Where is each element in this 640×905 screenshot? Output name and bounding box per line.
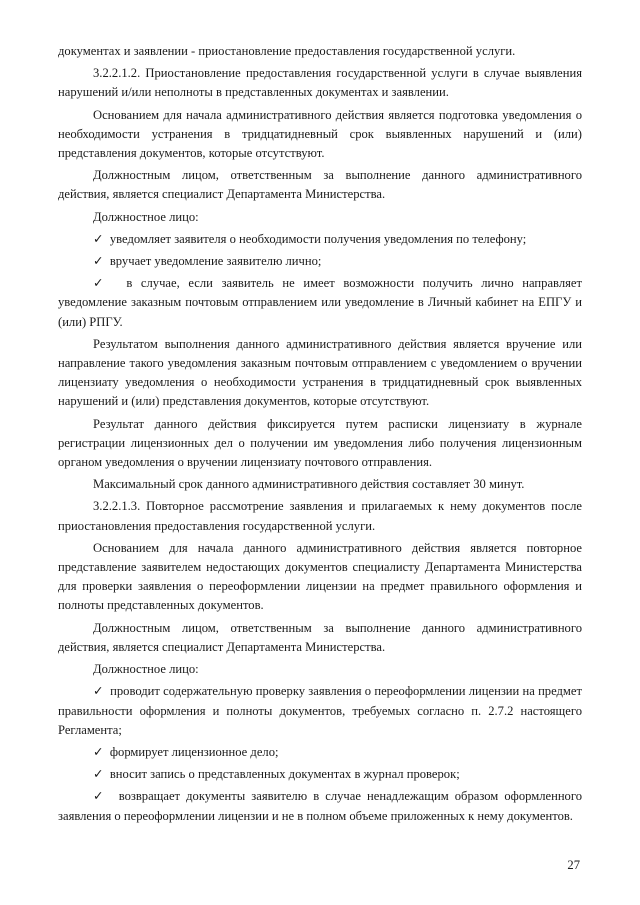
paragraph-result: Результатом выполнения данного административного действия является вручение или направление такого уведомления заказным почтовым отправлением с уведомлением о вручении лицензиату уведомления о необходимости устранения в тридцатидневный срок выявленных нарушений и (или) представления документов, которые отсутствуют. — [58, 336, 582, 409]
paragraph-responsible-official-2: Должностным лицом, ответственным за выполнение данного административного действия, является специалист Департамента Министерства. — [58, 620, 582, 654]
paragraph-official-label: Должностное лицо: — [93, 209, 199, 224]
list-item-return-documents: ✓ возвращает документы заявителю в случае ненадлежащим образом оформленного заявления о переоформлении лицензии и не в полном объеме приложенных к нему документов. — [58, 787, 582, 825]
paragraph-responsible-official: Должностным лицом, ответственным за выполнение данного административного действия, является специалист Департамента Министерства. — [58, 168, 582, 202]
list-item-hand-deliver: ✓ вручает уведомление заявителю лично; — [58, 252, 582, 271]
list-item-form-case: ✓ формирует лицензионное дело; — [58, 743, 582, 762]
paragraph-continuation: документах и заявлении - приостановление предоставления государственной услуги. — [58, 44, 516, 58]
paragraph-max-duration: Максимальный срок данного административного действия составляет 30 минут. — [93, 477, 525, 492]
list-item-send-mail: ✓ в случае, если заявитель не имеет возможности получить лично направляет уведомление заказным почтовым отправлением или уведомление в Личный кабинет на ЕПГУ и (или) РПГУ. — [58, 274, 582, 332]
list-item-notify-phone: ✓ уведомляет заявителя о необходимости получения уведомления по телефону; — [58, 230, 582, 249]
paragraph-basis-repeat: Основанием для начала данного административного действия является повторное представление заявителем недостающих документов специалисту Департамента Министерства для проверки заявления о переоформлении лицензии на предмет правильного оформления и полноты представленных документов. — [58, 540, 582, 613]
paragraph-basis: Основанием для начала административного действия является подготовка уведомления о необходимости устранения в тридцатидневный срок выявленных нарушений и (или) представления документов, которые отсутствуют. — [58, 107, 582, 161]
list-item-content-check: ✓ проводит содержательную проверку заявления о переоформлении лицензии на предмет правильности оформления и полноты документов, требуемых согласно п. 2.7.2 настоящего Регламента; — [58, 682, 582, 740]
paragraph-result-recorded: Результат данного действия фиксируется путем расписки лицензиату в журнале регистрации лицензионных дел о получении им уведомления либо получения лицензионным органом уведомления о вручении лицензиату почтового отправления. — [58, 416, 582, 470]
section-3-2-2-1-2-heading: 3.2.2.1.2. Приостановление предоставления государственной услуги в случае выявления нарушений и/или неполноты в представленных документах и заявлении. — [58, 66, 582, 100]
list-item-log-entry: ✓ вносит запись о представленных документах в журнал проверок; — [58, 765, 582, 784]
paragraph-official-label-2: Должностное лицо: — [93, 662, 199, 677]
section-3-2-2-1-3-heading: 3.2.2.1.3. Повторное рассмотрение заявления и прилагаемых к нему документов после приостановления предоставления государственной услуги. — [58, 499, 582, 533]
page-number: 27 — [567, 858, 580, 872]
